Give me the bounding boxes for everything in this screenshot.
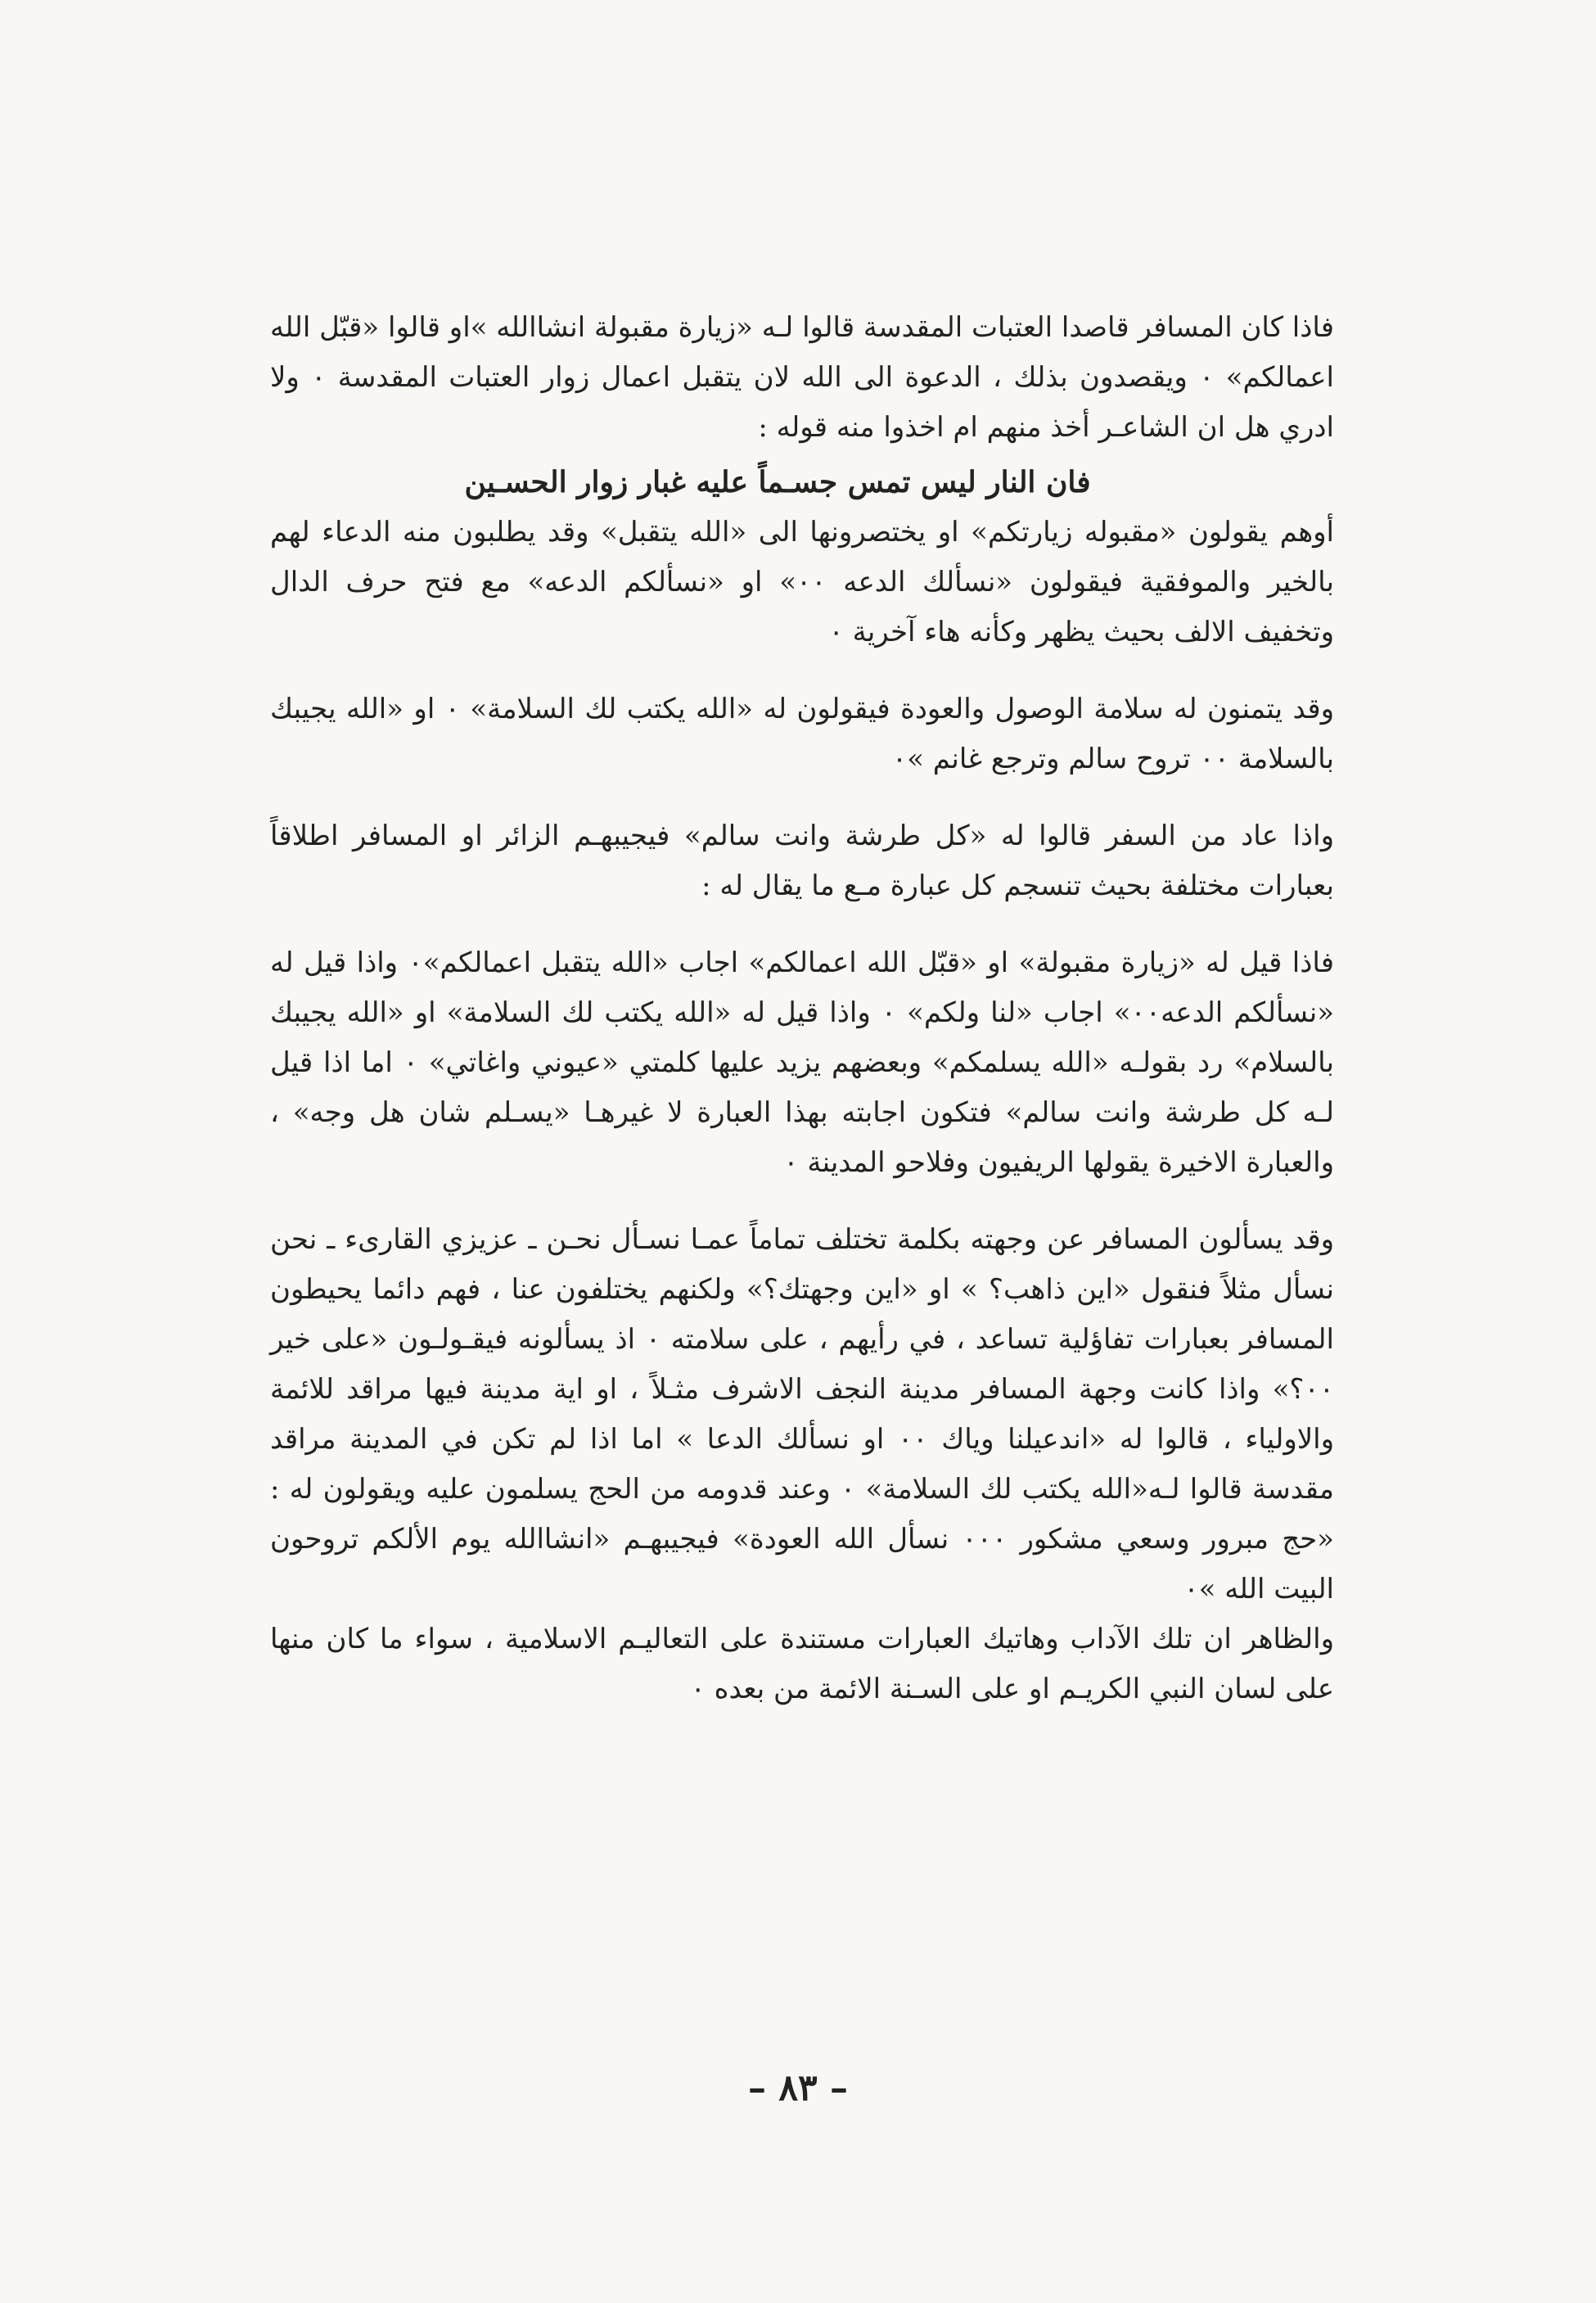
paragraph-1: فاذا كان المسافر قاصدا العتبات المقدسة قالوا لـه «زيارة مقبولة انشاالله »او قالوا «قبّل الله اعمالكم» ٠ ويقصدون بذلك ، الدعوة الى الله لان يتقبل اعمال زوار العتبات المقدسة ٠ ولا ادري هل ان الشاعـر أخذ منهم ام اخذوا منه قوله : (270, 311, 1334, 444)
paragraph-5: فاذا قيل له «زيارة مقبولة» او «قبّل الله اعمالكم» اجاب «الله يتقبل اعمالكم»٠ واذا قيل له «نسألكم الدعه٠٠» اجاب «لنا ولكم» ٠ واذا قيل له «الله يكتب لك السلامة» او «الله يجيبك بالسلام» رد بقولـه «الله يسلمكم» وبعضهم يزيد عليها كلمتي «عيوني واغاتي» ٠ اما اذا قيل لـه كل طرشة وانت سالم» فتكون اجابته بهذا العبارة لا غيرهـا «يسـلم شان هل وجه» ، والعبارة الاخيرة يقولها الريفيون وفلاحو المدينة ٠ (270, 946, 1335, 1179)
paragraph-2: أوهم يقولون «مقبوله زيارتكم» او يختصرونها الى «الله يتقبل» وقد يطلبون منه الدعاء لهم بالخير والموفقية فيقولون «نسألك الدعه ٠٠» او «نسألكم الدعه» مع فتح حرف الدال وتخفيف الالف بحيث يظهر وكأنه هاء آخرية ٠ (270, 516, 1334, 648)
body-text (270, 303, 1334, 1714)
poetry-verse: فان النار ليس تمس جسـماً عليه غبار زوار الحسـين (464, 465, 1091, 499)
paragraph-4: واذا عاد من السفر قالوا له «كل طرشة وانت سالم» فيجيبهـم الزائر او المسافر اطلاقاً بعبارات مختلفة بحيث تنسجم كل عبارة مـع ما يقال له : (270, 820, 1334, 902)
paragraph-6: وقد يسألون المسافر عن وجهته بكلمة تختلف تماماً عمـا نسـأل نحـن ـ عزيزي القارىء ـ نحن نسأل مثلاً فنقول «اين ذاهب؟ » او «اين وجهتك؟» ولكنهم يختلفون عنا ، فهم دائما يحيطون المسافر بعبارات تفاؤلية تساعد ، في رأيهم ، على سلامته ٠ اذ يسألونه فيقـولـون «على خير ٠٠؟» واذا كانت وجهة المسافر مدينة النجف الاشرف مثـلاً ، او اية مدينة فيها مراقد للائمة والاولياء ، قالوا له «اندعيلنا وياك ٠٠ او نسألك الدعا » اما اذا لم تكن في المدينة مراقد مقدسة قالوا لـه«الله يكتب لك السلامة» ٠ وعند قدومه من الحج يسلمون عليه ويقولون له : «حج مبرور وسعي مشكور ٠٠٠ نسأل الله العودة» فيجيبهـم «انشاالله يوم الألكم تروحون البيت الله »٠ (270, 1223, 1335, 1605)
paragraph-3: وقد يتمنون له سلامة الوصول والعودة فيقولون له «الله يكتب لك السلامة» ٠ او «الله يجيبك بالسلامة ٠٠ تروح سالم وترجع غانم »٠ (270, 693, 1334, 775)
paragraph-7: والظاهر ان تلك الآداب وهاتيك العبارات مستندة على التعاليـم الاسلامية ، سواء ما كان منها على لسان النبي الكريـم او على السـنة الائمة من بعده ٠ (270, 1623, 1334, 1705)
page-number: – ٨٣ – (748, 2067, 848, 2109)
